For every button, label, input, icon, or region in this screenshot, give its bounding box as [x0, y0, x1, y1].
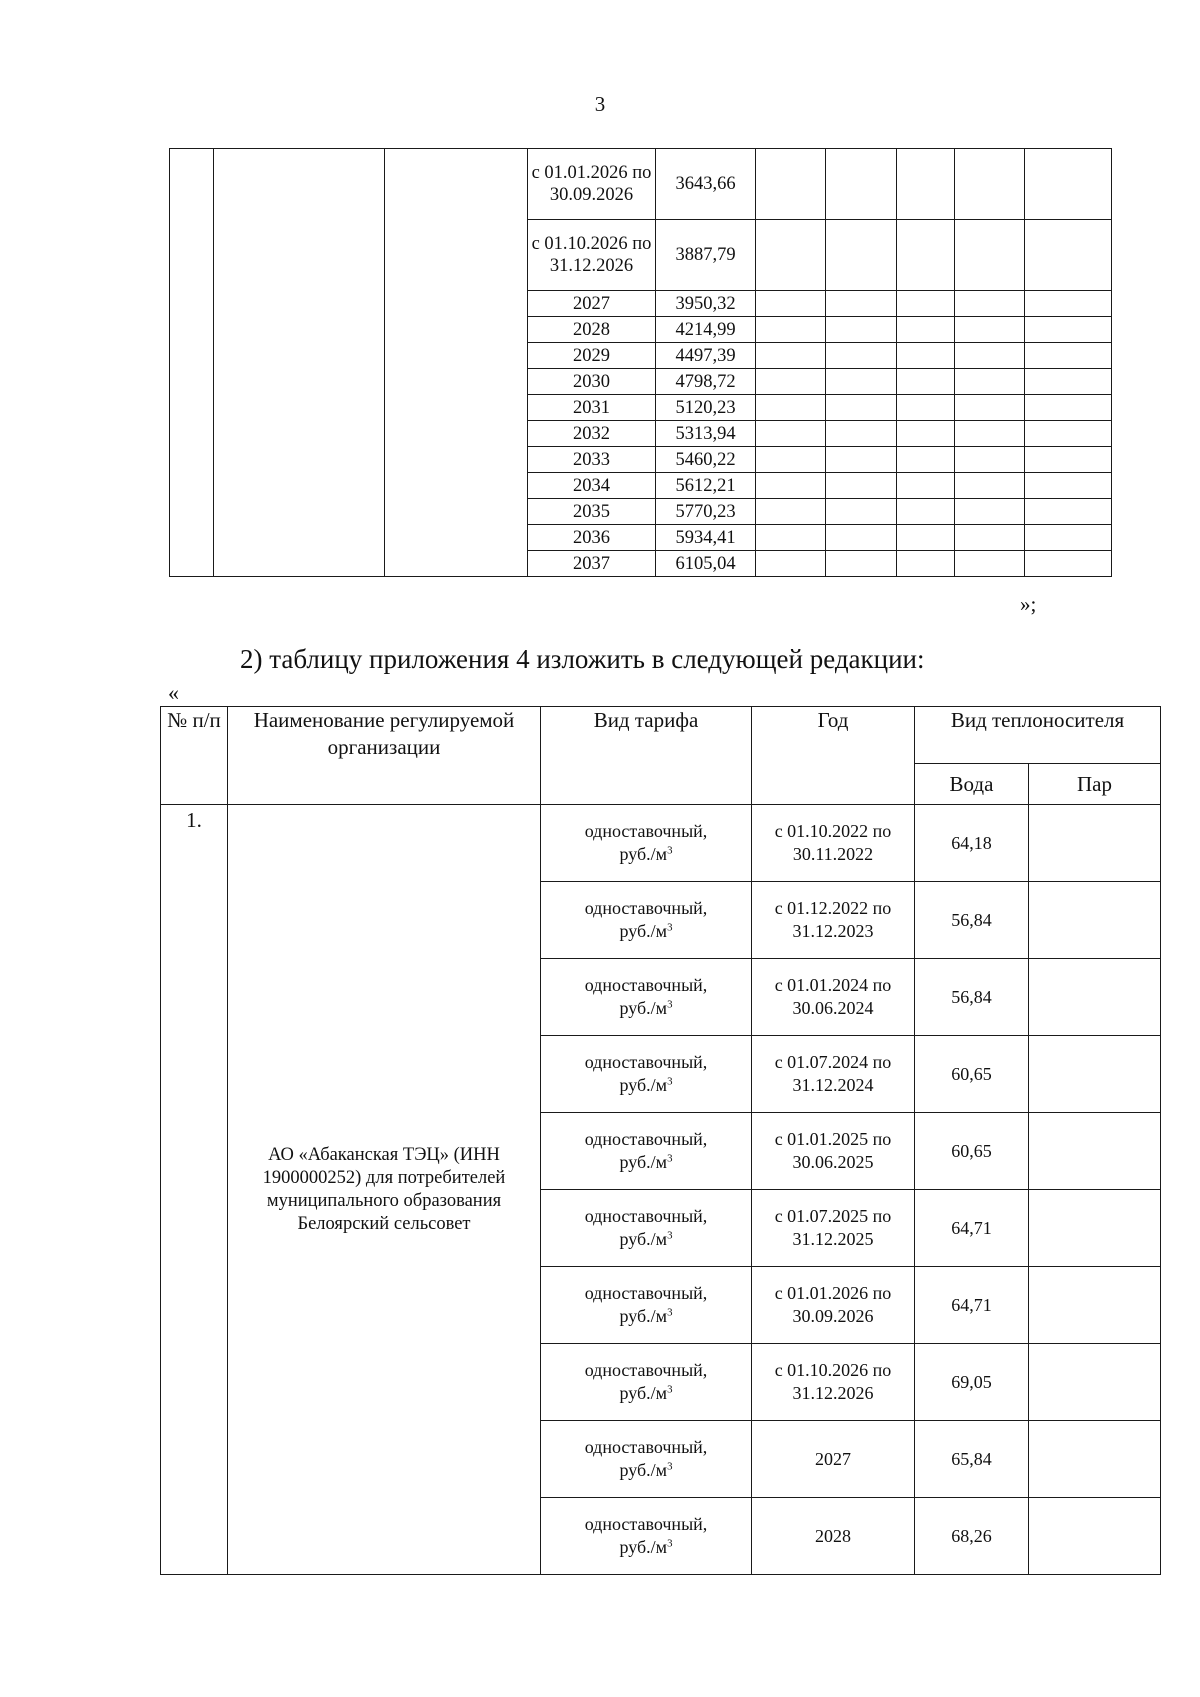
empty-cell — [1025, 343, 1112, 369]
empty-cell — [955, 343, 1025, 369]
value-cell: 3950,32 — [656, 291, 756, 317]
empty-cell — [826, 220, 897, 291]
value-cell: 5120,23 — [656, 395, 756, 421]
empty-cell — [897, 149, 955, 220]
empty-cell — [897, 525, 955, 551]
tariff-label: одноставочный, — [584, 1283, 708, 1303]
empty-cell — [897, 551, 955, 577]
period-cell: 2034 — [528, 473, 656, 499]
tariff-type-cell — [541, 1113, 752, 1190]
tariff-unit: руб./м — [619, 921, 668, 941]
header-heat-carrier: Вид теплоносителя — [915, 707, 1161, 764]
value-cell: 4497,39 — [656, 343, 756, 369]
period-cell: 2028 — [528, 317, 656, 343]
period-cell: 2031 — [528, 395, 656, 421]
steam-value — [1029, 805, 1161, 882]
empty-cell — [756, 220, 826, 291]
period-cell: с 01.01.2025 по 30.06.2025 — [752, 1113, 915, 1190]
empty-cell — [1025, 291, 1112, 317]
period-cell: с 01.01.2026 по 30.09.2026 — [752, 1267, 915, 1344]
tariff-type-cell — [541, 959, 752, 1036]
water-value: 56,84 — [915, 882, 1029, 959]
empty-cell — [955, 551, 1025, 577]
table-row — [161, 805, 1161, 882]
period-cell: 2037 — [528, 551, 656, 577]
value-cell: 5934,41 — [656, 525, 756, 551]
value-cell: 4798,72 — [656, 369, 756, 395]
empty-cell — [1025, 551, 1112, 577]
tariff-table-continuation — [169, 148, 1112, 577]
empty-cell — [1025, 395, 1112, 421]
empty-cell — [897, 421, 955, 447]
empty-cell — [756, 149, 826, 220]
tariff-type-cell — [541, 1344, 752, 1421]
empty-cell — [897, 447, 955, 473]
period-cell: с 01.01.2026 по 30.09.2026 — [528, 149, 656, 220]
tariff-label: одноставочный, — [584, 1437, 708, 1457]
empty-cell — [756, 499, 826, 525]
water-value: 64,18 — [915, 805, 1029, 882]
period-cell: 2035 — [528, 499, 656, 525]
empty-cell — [756, 525, 826, 551]
steam-value — [1029, 1113, 1161, 1190]
value-cell: 5770,23 — [656, 499, 756, 525]
period-cell: с 01.10.2026 по 31.12.2026 — [528, 220, 656, 291]
value-cell: 5460,22 — [656, 447, 756, 473]
empty-cell — [955, 317, 1025, 343]
page-number: 3 — [594, 92, 606, 116]
period-cell: с 01.12.2022 по 31.12.2023 — [752, 882, 915, 959]
header-tariff-type: Вид тарифа — [541, 707, 752, 805]
steam-value — [1029, 1344, 1161, 1421]
tariff-unit-exponent: 3 — [667, 1075, 673, 1088]
tariff-label: одноставочный, — [584, 1514, 708, 1534]
tariff-label: одноставочный, — [584, 1052, 708, 1072]
tariff-unit-exponent: 3 — [667, 1383, 673, 1396]
appendix-4-table — [160, 706, 1161, 1575]
tariff-unit: руб./м — [619, 1229, 668, 1249]
water-value: 68,26 — [915, 1498, 1029, 1575]
period-cell: 2033 — [528, 447, 656, 473]
empty-cell — [955, 447, 1025, 473]
empty-cell — [756, 343, 826, 369]
empty-cell — [826, 499, 897, 525]
period-cell: 2036 — [528, 525, 656, 551]
period-cell: с 01.10.2026 по 31.12.2026 — [752, 1344, 915, 1421]
tariff-unit-exponent: 3 — [667, 998, 673, 1011]
steam-value — [1029, 882, 1161, 959]
period-cell: 2027 — [528, 291, 656, 317]
tariff-type-cell — [541, 1190, 752, 1267]
value-cell: 4214,99 — [656, 317, 756, 343]
organization-name: АО «Абаканская ТЭЦ» (ИНН 1900000252) для потребителей муниципального образования Белоярский сельсовет — [228, 805, 541, 1575]
empty-cell — [385, 149, 528, 577]
tariff-unit: руб./м — [619, 1152, 668, 1172]
empty-cell — [826, 149, 897, 220]
tariff-type-cell — [541, 805, 752, 882]
empty-cell — [756, 291, 826, 317]
empty-cell — [1025, 473, 1112, 499]
tariff-type-cell — [541, 882, 752, 959]
tariff-label: одноставочный, — [584, 1206, 708, 1226]
empty-cell — [897, 291, 955, 317]
row-number: 1. — [161, 805, 228, 1575]
value-cell: 6105,04 — [656, 551, 756, 577]
empty-cell — [214, 149, 385, 577]
tariff-unit: руб./м — [619, 1075, 668, 1095]
empty-cell — [955, 525, 1025, 551]
empty-cell — [897, 395, 955, 421]
empty-cell — [756, 395, 826, 421]
water-value: 56,84 — [915, 959, 1029, 1036]
value-cell: 3643,66 — [656, 149, 756, 220]
empty-cell — [756, 447, 826, 473]
steam-value — [1029, 959, 1161, 1036]
header-num: № п/п — [161, 707, 228, 805]
empty-cell — [897, 343, 955, 369]
empty-cell — [897, 369, 955, 395]
empty-cell — [826, 421, 897, 447]
empty-cell — [826, 343, 897, 369]
tariff-unit-exponent: 3 — [667, 1306, 673, 1319]
header-organization: Наименование регулируемой организации — [228, 707, 541, 805]
empty-cell — [955, 220, 1025, 291]
tariff-type-cell — [541, 1036, 752, 1113]
steam-value — [1029, 1036, 1161, 1113]
empty-cell — [897, 220, 955, 291]
period-cell: 2027 — [752, 1421, 915, 1498]
steam-value — [1029, 1190, 1161, 1267]
empty-cell — [1025, 149, 1112, 220]
period-cell: 2030 — [528, 369, 656, 395]
empty-cell — [756, 369, 826, 395]
empty-cell — [826, 395, 897, 421]
section-heading: 2) таблицу приложения 4 изложить в следующей редакции: — [240, 644, 925, 674]
header-water: Вода — [915, 764, 1029, 805]
tariff-type-cell — [541, 1421, 752, 1498]
water-value: 65,84 — [915, 1421, 1029, 1498]
value-cell: 5313,94 — [656, 421, 756, 447]
empty-cell — [1025, 499, 1112, 525]
steam-value — [1029, 1498, 1161, 1575]
steam-value — [1029, 1421, 1161, 1498]
empty-cell — [170, 149, 214, 577]
period-cell: с 01.07.2025 по 31.12.2025 — [752, 1190, 915, 1267]
empty-cell — [897, 473, 955, 499]
empty-cell — [955, 395, 1025, 421]
period-cell: 2028 — [752, 1498, 915, 1575]
tariff-label: одноставочный, — [584, 898, 708, 918]
value-cell: 5612,21 — [656, 473, 756, 499]
empty-cell — [1025, 421, 1112, 447]
tariff-type-cell — [541, 1498, 752, 1575]
empty-cell — [826, 291, 897, 317]
table-row — [170, 149, 1112, 220]
tariff-unit: руб./м — [619, 844, 668, 864]
period-cell: 2032 — [528, 421, 656, 447]
tariff-unit-exponent: 3 — [667, 921, 673, 934]
empty-cell — [756, 551, 826, 577]
tariff-unit-exponent: 3 — [667, 1537, 673, 1550]
period-cell: с 01.01.2024 по 30.06.2024 — [752, 959, 915, 1036]
tariff-unit: руб./м — [619, 1306, 668, 1326]
tariff-unit: руб./м — [619, 1537, 668, 1557]
empty-cell — [1025, 317, 1112, 343]
empty-cell — [897, 317, 955, 343]
empty-cell — [1025, 369, 1112, 395]
period-cell: с 01.07.2024 по 31.12.2024 — [752, 1036, 915, 1113]
tariff-unit: руб./м — [619, 1460, 668, 1480]
closing-quote: »; — [1020, 592, 1037, 616]
tariff-unit-exponent: 3 — [667, 844, 673, 857]
opening-quote: « — [168, 680, 179, 705]
empty-cell — [826, 551, 897, 577]
empty-cell — [1025, 447, 1112, 473]
empty-cell — [826, 317, 897, 343]
empty-cell — [1025, 220, 1112, 291]
tariff-unit: руб./м — [619, 1383, 668, 1403]
empty-cell — [826, 473, 897, 499]
empty-cell — [756, 317, 826, 343]
water-value: 69,05 — [915, 1344, 1029, 1421]
period-cell: 2029 — [528, 343, 656, 369]
empty-cell — [955, 369, 1025, 395]
empty-cell — [955, 421, 1025, 447]
empty-cell — [1025, 525, 1112, 551]
tariff-label: одноставочный, — [584, 821, 708, 841]
empty-cell — [826, 525, 897, 551]
empty-cell — [955, 473, 1025, 499]
tariff-label: одноставочный, — [584, 1129, 708, 1149]
tariff-unit-exponent: 3 — [667, 1152, 673, 1165]
empty-cell — [955, 499, 1025, 525]
tariff-unit: руб./м — [619, 998, 668, 1018]
tariff-type-cell — [541, 1267, 752, 1344]
water-value: 64,71 — [915, 1267, 1029, 1344]
tariff-label: одноставочный, — [584, 975, 708, 995]
empty-cell — [826, 369, 897, 395]
steam-value — [1029, 1267, 1161, 1344]
tariff-label: одноставочный, — [584, 1360, 708, 1380]
header-steam: Пар — [1029, 764, 1161, 805]
empty-cell — [955, 149, 1025, 220]
water-value: 60,65 — [915, 1036, 1029, 1113]
tariff-unit-exponent: 3 — [667, 1229, 673, 1242]
empty-cell — [756, 421, 826, 447]
period-cell: с 01.10.2022 по 30.11.2022 — [752, 805, 915, 882]
empty-cell — [826, 447, 897, 473]
empty-cell — [897, 499, 955, 525]
value-cell: 3887,79 — [656, 220, 756, 291]
tariff-unit-exponent: 3 — [667, 1460, 673, 1473]
empty-cell — [955, 291, 1025, 317]
empty-cell — [756, 473, 826, 499]
water-value: 64,71 — [915, 1190, 1029, 1267]
header-year: Год — [752, 707, 915, 805]
water-value: 60,65 — [915, 1113, 1029, 1190]
